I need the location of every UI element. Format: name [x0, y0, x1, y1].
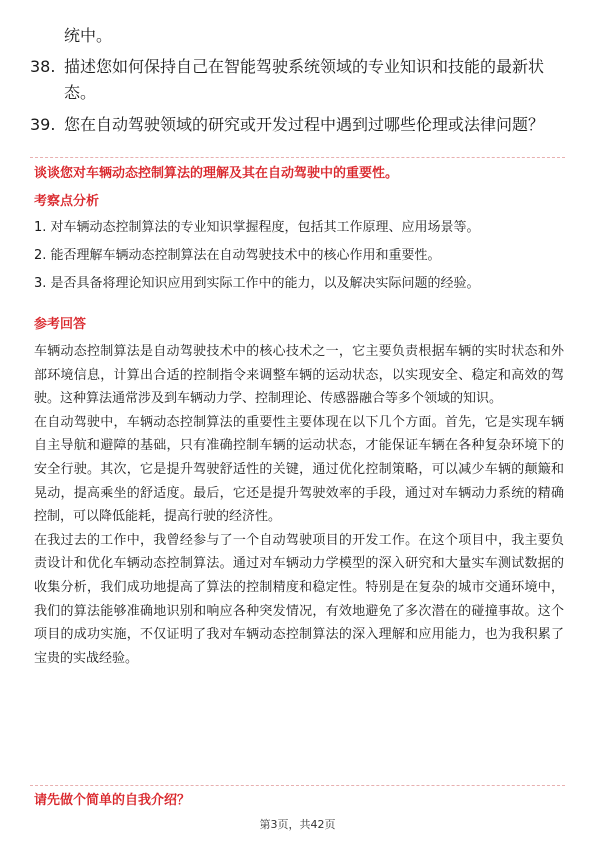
question-item — [30, 54, 565, 106]
question-number: 39. — [30, 115, 56, 134]
question-number: 38. — [30, 57, 56, 76]
answer-heading: 参考回答 — [34, 317, 87, 332]
answer-paragraph: 在自动驾驶中，车辆动态控制算法的重要性主要体现在以下几个方面。首先，它是实现车辆自主导航和避障的基础，只有准确控制车辆的运动状态，才能保证车辆在各种复杂环境下的安全行驶。其次，它是提升驾驶舒适性的关键，通过优化控制策略，可以减少车辆的颠簸和晃动，提高乘坐的舒适度。最后，它还是提升驾驶效率的手段，通过对车辆动力系统的精确控制，可以降低能耗，提高行驶的经济性。 — [34, 414, 564, 525]
section-question-title: 谈谈您对车辆动态控制算法的理解及其在自动驾驶中的重要性。 — [34, 166, 399, 181]
next-question-title: 请先做个简单的自我介绍？ — [34, 793, 191, 808]
question-text: 描述您如何保持自己在智能驾驶系统领域的专业知识和技能的最新状态。 — [64, 57, 545, 102]
analysis-list — [34, 219, 564, 303]
section-divider — [30, 157, 565, 158]
continued-question-text: 统中。 — [64, 26, 113, 45]
question-item — [30, 112, 565, 138]
analysis-heading: 考察点分析 — [34, 194, 100, 209]
analysis-point: 1. 对车辆动态控制算法的专业知识掌握程度，包括其工作原理、应用场景等。 — [34, 220, 480, 235]
page-footer: 第3页，共42页 — [259, 818, 336, 831]
section-divider — [30, 785, 565, 786]
question-text: 您在自动驾驶领域的研究或开发过程中遇到过哪些伦理或法律问题？ — [64, 115, 545, 134]
question-list — [30, 54, 565, 144]
analysis-point: 2. 能否理解车辆动态控制算法在自动驾驶技术中的核心作用和重要性。 — [34, 248, 441, 263]
answer-paragraph: 在我过去的工作中，我曾经参与了一个自动驾驶项目的开发工作。在这个项目中，我主要负责设计和优化车辆动态控制算法。通过对车辆动力学模型的深入研究和大量实车测试数据的收集分析，我们成功地提高了算法的控制精度和稳定性。特别是在复杂的城市交通环境中，我们的算法能够准确地识别和响应各种突发情况，有效地避免了多次潜在的碰撞事故。这个项目的成功实施，不仅证明了我对车辆动态控制算法的深入理解和应用能力，也为我积累了宝贵的实战经验。 — [34, 532, 564, 666]
answer-body — [34, 340, 564, 670]
analysis-point: 3. 是否具备将理论知识应用到实际工作中的能力，以及解决实际问题的经验。 — [34, 276, 480, 291]
answer-paragraph: 车辆动态控制算法是自动驾驶技术中的核心技术之一，它主要负责根据车辆的实时状态和外部环境信息，计算出合适的控制指令来调整车辆的运动状态，以实现安全、稳定和高效的驾驶。这种算法通常涉及到车辆动力学、控制理论、传感器融合等多个领域的知识。 — [34, 344, 564, 407]
